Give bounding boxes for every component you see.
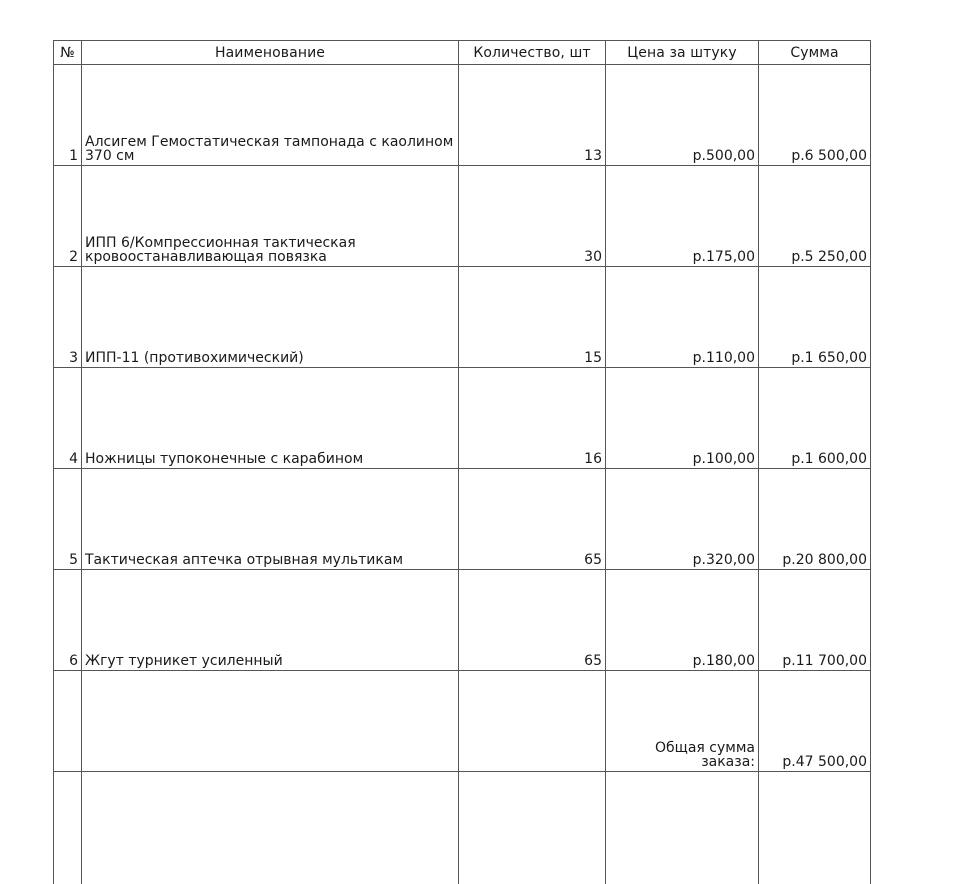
row-sum: р.1 650,00 xyxy=(759,267,871,368)
row-name: ИПП 6/Компрессионная тактическая кровоостанавливающая повязка xyxy=(82,166,459,267)
total-label: Общая сумма заказа: xyxy=(606,671,759,772)
header-num: № xyxy=(54,41,82,65)
total-empty-cell xyxy=(54,671,82,772)
table-row xyxy=(54,166,871,267)
row-sum: р.6 500,00 xyxy=(759,65,871,166)
row-qty: 65 xyxy=(459,469,606,570)
table-row xyxy=(54,469,871,570)
empty-cell xyxy=(459,772,606,884)
row-price: р.100,00 xyxy=(606,368,759,469)
row-num: 6 xyxy=(54,570,82,671)
row-name: Жгут турникет усиленный xyxy=(82,570,459,671)
table-row xyxy=(54,65,871,166)
order-table xyxy=(53,40,871,884)
row-qty: 15 xyxy=(459,267,606,368)
total-empty-cell xyxy=(459,671,606,772)
empty-cell xyxy=(54,772,82,884)
row-name: Ножницы тупоконечные с карабином xyxy=(82,368,459,469)
row-name: ИПП-11 (противохимический) xyxy=(82,267,459,368)
row-sum: р.20 800,00 xyxy=(759,469,871,570)
row-num: 5 xyxy=(54,469,82,570)
table-row xyxy=(54,267,871,368)
row-qty: 13 xyxy=(459,65,606,166)
row-price: р.180,00 xyxy=(606,570,759,671)
row-num: 2 xyxy=(54,166,82,267)
row-price: р.110,00 xyxy=(606,267,759,368)
header-sum: Сумма xyxy=(759,41,871,65)
empty-cell xyxy=(606,772,759,884)
row-name: Тактическая аптечка отрывная мультикам xyxy=(82,469,459,570)
row-num: 1 xyxy=(54,65,82,166)
total-empty-cell xyxy=(82,671,459,772)
row-num: 3 xyxy=(54,267,82,368)
row-sum: р.5 250,00 xyxy=(759,166,871,267)
row-qty: 65 xyxy=(459,570,606,671)
row-price: р.175,00 xyxy=(606,166,759,267)
row-price: р.320,00 xyxy=(606,469,759,570)
row-qty: 30 xyxy=(459,166,606,267)
table-row xyxy=(54,570,871,671)
total-row xyxy=(54,671,871,772)
total-value: р.47 500,00 xyxy=(759,671,871,772)
row-num: 4 xyxy=(54,368,82,469)
empty-cell xyxy=(82,772,459,884)
table-row xyxy=(54,368,871,469)
header-name: Наименование xyxy=(82,41,459,65)
row-sum: р.11 700,00 xyxy=(759,570,871,671)
empty-cell xyxy=(759,772,871,884)
empty-row xyxy=(54,772,871,884)
row-name: Алсигем Гемостатическая тампонада с каолином 370 см xyxy=(82,65,459,166)
header-qty: Количество, шт xyxy=(459,41,606,65)
header-price: Цена за штуку xyxy=(606,41,759,65)
row-sum: р.1 600,00 xyxy=(759,368,871,469)
row-price: р.500,00 xyxy=(606,65,759,166)
row-qty: 16 xyxy=(459,368,606,469)
header-row xyxy=(54,41,871,65)
